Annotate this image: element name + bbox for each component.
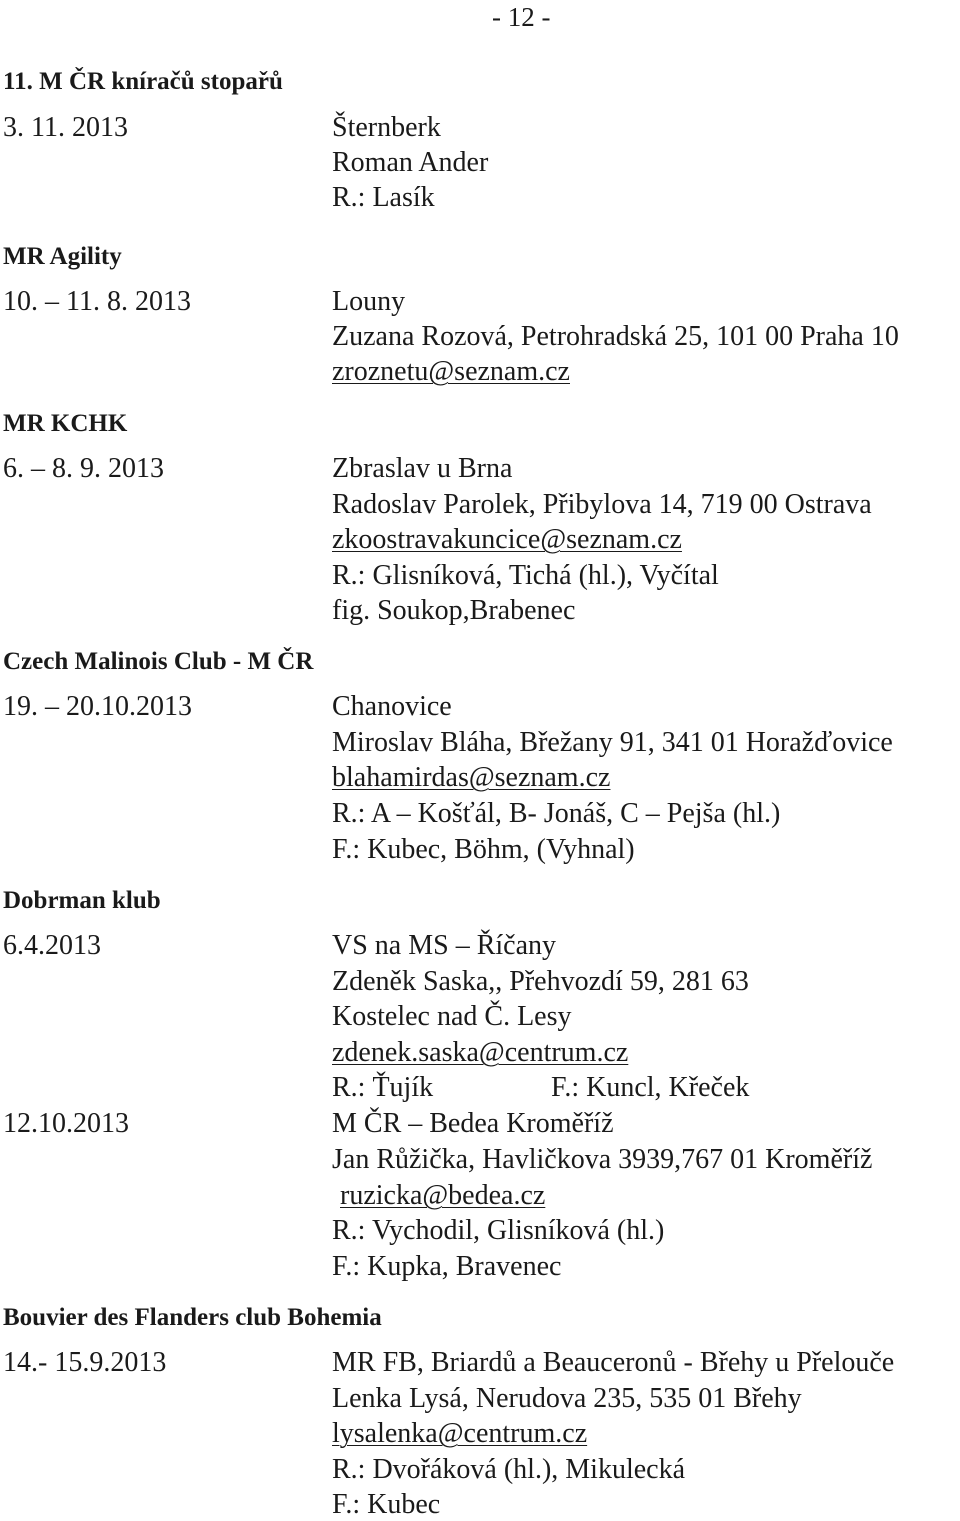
event-figurants: F.: Kubec [332, 1489, 441, 1520]
event-email-link[interactable]: zkoostravakuncice@seznam.cz [332, 524, 682, 555]
event-place: Chanovice [332, 691, 452, 722]
event-date: 6. – 8. 9. 2013 [3, 453, 164, 484]
section-heading: MR KCHK [3, 410, 128, 437]
event-contact: Zuzana Rozová, Petrohradská 25, 101 00 Praha 10 [332, 321, 899, 352]
event-figurants: fig. Soukop,Brabenec [332, 595, 576, 626]
event-judges: R.: Glisníková, Tichá (hl.), Vyčítal [332, 560, 719, 591]
section-heading: Czech Malinois Club - M ČR [3, 648, 314, 675]
section-heading: MR Agility [3, 243, 122, 270]
event-place: Louny [332, 286, 406, 317]
event-place: Šternberk [332, 112, 441, 143]
event-organizer: Roman Ander [332, 147, 489, 178]
event-figurants: F.: Kuncl, Křeček [551, 1072, 750, 1103]
event-contact: Zdeněk Saska,, Přehvozdí 59, 281 63 [332, 966, 749, 997]
event-contact: Lenka Lysá, Nerudova 235, 535 01 Břehy [332, 1383, 802, 1414]
event-contact: Radoslav Parolek, Přibylova 14, 719 00 Ostrava [332, 489, 872, 520]
event-date: 3. 11. 2013 [3, 112, 128, 143]
event-place: M ČR – Bedea Kroměříž [332, 1108, 614, 1139]
event-judges: R.: A – Košťál, B- Jonáš, C – Pejša (hl.) [332, 798, 781, 829]
section-heading: Bouvier des Flanders club Bohemia [3, 1304, 382, 1331]
event-email-link[interactable]: lysalenka@centrum.cz [332, 1418, 588, 1449]
event-contact: Miroslav Bláha, Břežany 91, 341 01 Horažďovice [332, 727, 893, 758]
event-date: 6.4.2013 [3, 930, 101, 961]
event-figurants: F.: Kubec, Böhm, (Vyhnal) [332, 834, 635, 865]
event-judges: R.: Lasík [332, 182, 435, 213]
event-contact-cont: Kostelec nad Č. Lesy [332, 1001, 572, 1032]
event-date: 10. – 11. 8. 2013 [3, 286, 191, 317]
event-date: 12.10.2013 [3, 1108, 129, 1139]
event-date: 19. – 20.10.2013 [3, 691, 192, 722]
event-judges: R.: Vychodil, Glisníková (hl.) [332, 1215, 665, 1246]
section-heading: 11. M ČR kníračů stopařů [3, 68, 283, 95]
event-contact: Jan Růžička, Havličkova 3939,767 01 Kroměříž [332, 1144, 873, 1175]
event-place: VS na MS – Říčany [332, 930, 556, 961]
event-place: Zbraslav u Brna [332, 453, 513, 484]
event-figurants: F.: Kupka, Bravenec [332, 1251, 562, 1282]
event-email-link[interactable]: blahamirdas@seznam.cz [332, 762, 611, 793]
event-email-link[interactable]: ruzicka@bedea.cz [340, 1180, 546, 1211]
event-date: 14.- 15.9.2013 [3, 1347, 167, 1378]
event-place: MR FB, Briardů a Beauceronů - Břehy u Přelouče [332, 1347, 895, 1378]
section-heading: Dobrman klub [3, 887, 161, 914]
event-email-link[interactable]: zdenek.saska@centrum.cz [332, 1037, 629, 1068]
page-number: - 12 - [492, 2, 551, 32]
event-email-link[interactable]: zroznetu@seznam.cz [332, 356, 570, 387]
event-judges: R.: Dvořáková (hl.), Mikulecká [332, 1454, 686, 1485]
event-judges: R.: Ťujík [332, 1072, 434, 1103]
